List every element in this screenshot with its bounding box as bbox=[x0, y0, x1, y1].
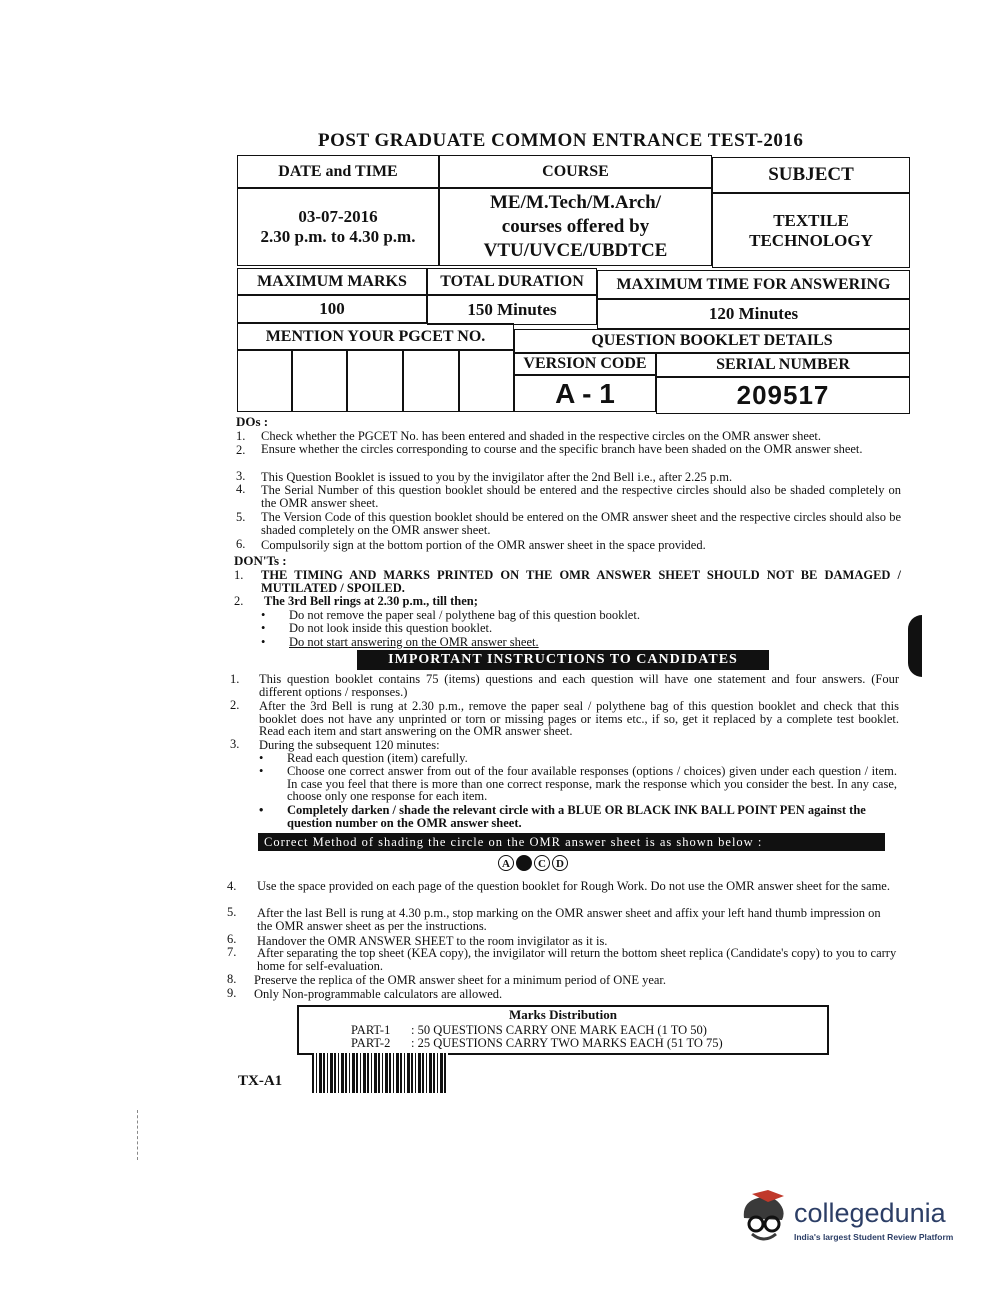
instructions-banner: IMPORTANT INSTRUCTIONS TO CANDIDATES bbox=[357, 650, 769, 670]
date-time-value bbox=[237, 188, 439, 266]
pgcet-digit-box[interactable] bbox=[459, 350, 514, 412]
course-line-3: VTU/UVCE/UBDTCE bbox=[483, 240, 668, 261]
date-time-label: DATE and TIME bbox=[237, 155, 439, 188]
dos-item: Ensure whether the circles corresponding to course and the specific branch have been shaded on the OMR answer sheet. bbox=[261, 442, 863, 456]
donts-number: 2. bbox=[234, 594, 244, 608]
dos-item: This Question Booklet is issued to you by the invigilator after the 2nd Bell i.e., after 2.25 p.m. bbox=[261, 470, 733, 484]
pgcet-digit-box[interactable] bbox=[237, 350, 292, 412]
part2-desc: : 25 QUESTIONS CARRY TWO MARKS EACH (51 TO 75) bbox=[411, 1036, 723, 1050]
version-code-label: VERSION CODE bbox=[514, 353, 656, 375]
course-line-2: courses offered by bbox=[501, 216, 650, 237]
shading-example bbox=[497, 854, 569, 872]
pgcet-digit-box[interactable] bbox=[292, 350, 347, 412]
dos-number: 4. bbox=[236, 482, 246, 496]
total-duration-value: 150 Minutes bbox=[427, 295, 597, 325]
part1-label: PART-1 bbox=[351, 1023, 391, 1037]
instruction-item: Only Non-programmable calculators are allowed. bbox=[254, 987, 503, 1001]
subject-line-1: TEXTILE bbox=[773, 210, 849, 230]
instruction-bullet: • Completely darken / shade the relevant circle with a BLUE OR BLACK INK BALL POINT PEN against the question number on the OMR answer sheet. bbox=[287, 804, 897, 829]
donts-bullet: • Do not start answering on the OMR answer sheet. bbox=[289, 636, 889, 649]
exam-date: 03-07-2016 bbox=[298, 207, 378, 226]
booklet-details-label: QUESTION BOOKLET DETAILS bbox=[514, 329, 910, 353]
instruction-bullet: • Choose one correct answer from out of the four available responses (options / choices) given under each question / item. In case you feel that there is more than one correct response, mark the response which you consider the best. In any case, choose only one response for each item. bbox=[287, 765, 897, 803]
dos-heading: DOs : bbox=[236, 414, 269, 429]
dos-number: 6. bbox=[236, 537, 246, 551]
option-b-filled-circle bbox=[516, 855, 532, 871]
instruction-bullet: • Read each question (item) carefully. bbox=[287, 752, 887, 765]
dos-number: 3. bbox=[236, 469, 246, 483]
instruction-number: 4. bbox=[227, 879, 237, 893]
donts-item: THE TIMING AND MARKS PRINTED ON THE OMR ANSWER SHEET SHOULD NOT BE DAMAGED / MUTILATED / SPOILED. bbox=[261, 568, 901, 595]
dos-number: 1. bbox=[236, 429, 246, 443]
course-line-1: ME/M.Tech/M.Arch/ bbox=[490, 192, 661, 213]
instruction-item: After the 3rd Bell is rung at 2.30 p.m., remove the paper seal / polythene bag of this question booklet and check that this booklet does not have any unprinted or torn or missing pages or items etc., if so, get it replaced by a complete test booklet. Read each item and start answering on the OMR answer sheet. bbox=[259, 699, 899, 738]
max-time-value: 120 Minutes bbox=[597, 299, 910, 329]
booklet-code: TX-A1 bbox=[238, 1073, 283, 1089]
instruction-item: Handover the OMR ANSWER SHEET to the room invigilator as it is. bbox=[257, 934, 608, 948]
dos-item: The Version Code of this question booklet should be entered on the OMR answer sheet and the respective circles should also be shaded completely on the OMR answer sheet. bbox=[261, 510, 901, 537]
course-label: COURSE bbox=[439, 155, 712, 188]
shading-method-banner: Correct Method of shading the circle on the OMR answer sheet is as shown below : bbox=[258, 833, 885, 851]
instruction-item: Preserve the replica of the OMR answer sheet for a minimum period of ONE year. bbox=[254, 973, 667, 987]
serial-number-value: 209517 bbox=[656, 377, 910, 414]
instruction-number: 6. bbox=[227, 932, 237, 946]
dos-item: The Serial Number of this question booklet should be entered and the respective circles should also be shaded completely on the OMR answer sheet. bbox=[261, 483, 901, 510]
subject-value bbox=[712, 193, 910, 268]
total-duration-label: TOTAL DURATION bbox=[427, 268, 597, 295]
max-time-label: MAXIMUM TIME FOR ANSWERING bbox=[597, 270, 910, 299]
page-title: POST GRADUATE COMMON ENTRANCE TEST-2016 bbox=[318, 130, 804, 151]
donts-number: 1. bbox=[234, 568, 244, 582]
instruction-item: Use the space provided on each page of the question booklet for Rough Work. Do not use the OMR answer sheet for the same. bbox=[257, 879, 890, 893]
logo-tagline: India's largest Student Review Platform bbox=[794, 1232, 954, 1242]
pgcet-digit-box[interactable] bbox=[403, 350, 459, 412]
barcode bbox=[312, 1053, 448, 1093]
instruction-item: During the subsequent 120 minutes: bbox=[259, 738, 440, 752]
subject-line-2: TECHNOLOGY bbox=[749, 230, 873, 250]
dos-item: Compulsorily sign at the bottom portion of the OMR answer sheet in the space provided. bbox=[261, 538, 706, 552]
instruction-number: 2. bbox=[230, 698, 240, 712]
part1-desc: : 50 QUESTIONS CARRY ONE MARK EACH (1 TO 50) bbox=[411, 1023, 707, 1037]
margin-line bbox=[137, 1110, 139, 1160]
subject-label: SUBJECT bbox=[712, 157, 910, 193]
donts-heading: DON'Ts : bbox=[234, 553, 287, 568]
instruction-number: 3. bbox=[230, 737, 240, 751]
instruction-item: This question booklet contains 75 (items) questions and each question will have one statement and four answers. (Four different options / responses.) bbox=[259, 672, 899, 699]
instruction-item: After separating the top sheet (KEA copy), the invigilator will return the bottom sheet replica (Candidate's copy) to you to carry home for self-evaluation. bbox=[257, 946, 897, 973]
instruction-number: 7. bbox=[227, 945, 237, 959]
donts-bullet: • Do not remove the paper seal / polythene bag of this question booklet. bbox=[289, 609, 889, 622]
instruction-number: 5. bbox=[227, 905, 237, 919]
marks-distribution-box bbox=[297, 1005, 829, 1055]
part2-label: PART-2 bbox=[351, 1036, 391, 1050]
donts-item: The 3rd Bell rings at 2.30 p.m., till then; bbox=[264, 594, 478, 608]
pgcet-digit-box[interactable] bbox=[347, 350, 403, 412]
donts-bullet: • Do not look inside this question booklet. bbox=[289, 622, 889, 635]
serial-number-label: SERIAL NUMBER bbox=[656, 353, 910, 377]
registration-mark bbox=[908, 615, 922, 677]
version-code-value: A - 1 bbox=[514, 375, 656, 412]
pgcet-label: MENTION YOUR PGCET NO. bbox=[237, 323, 514, 350]
instruction-item: After the last Bell is rung at 4.30 p.m., stop marking on the OMR answer sheet and affix your left hand thumb impression on the OMR answer sheet as per the instructions. bbox=[257, 906, 881, 933]
instruction-number: 8. bbox=[227, 972, 237, 986]
marks-distribution-title: Marks Distribution bbox=[509, 1007, 617, 1022]
dos-item: Check whether the PGCET No. has been entered and shaded in the respective circles on the OMR answer sheet. bbox=[261, 429, 822, 443]
instruction-number: 1. bbox=[230, 672, 240, 686]
instruction-number: 9. bbox=[227, 986, 237, 1000]
max-marks-value: 100 bbox=[237, 295, 427, 323]
option-a-circle: A bbox=[498, 855, 514, 871]
option-c-circle: C bbox=[534, 855, 550, 871]
course-value bbox=[439, 188, 712, 266]
max-marks-label: MAXIMUM MARKS bbox=[237, 268, 427, 295]
mascot-icon bbox=[738, 1190, 790, 1246]
dos-number: 2. bbox=[236, 443, 246, 457]
dos-number: 5. bbox=[236, 510, 246, 524]
exam-time: 2.30 p.m. to 4.30 p.m. bbox=[260, 227, 416, 246]
logo-name: collegedunia bbox=[794, 1198, 946, 1228]
option-d-circle: D bbox=[552, 855, 568, 871]
watermark-logo bbox=[738, 1190, 968, 1250]
